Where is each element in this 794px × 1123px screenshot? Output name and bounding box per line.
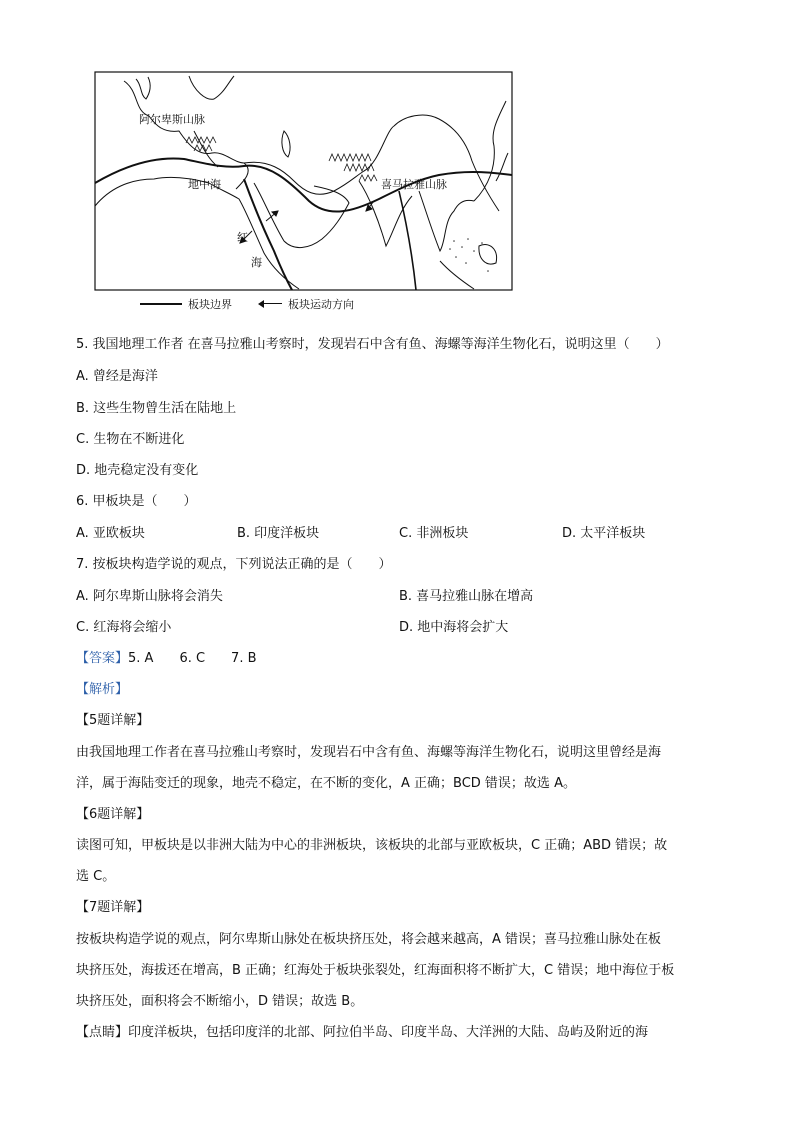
q5-option-b: B. 这些生物曾生活在陆地上 xyxy=(76,401,237,416)
tip-text: 印度洋板块，包括印度洋的北部、阿拉伯半岛、印度半岛、大洋洲的大陆、岛屿及附近的海 xyxy=(128,1025,649,1040)
legend-boundary xyxy=(140,296,232,312)
q5-option-d: D. 地壳稳定没有变化 xyxy=(76,463,199,478)
q5-option-a: A. 曾经是海洋 xyxy=(76,369,158,384)
detail-5-line-2: 洋，属于海陆变迁的现象，地壳不稳定，在不断的变化，A 正确；BCD 错误；故选 A。 xyxy=(76,776,576,791)
q6-option-c: C. 非洲板块 xyxy=(399,526,469,541)
label-alps: 阿尔卑斯山脉 xyxy=(139,114,205,126)
map-frame xyxy=(95,72,512,290)
legend-boundary-label: 板块边界 xyxy=(188,298,232,311)
label-himalaya: 喜马拉雅山脉 xyxy=(381,179,447,191)
q7-option-a: A. 阿尔卑斯山脉将会消失 xyxy=(76,589,223,604)
left-arrow-icon xyxy=(258,299,282,309)
detail-5-heading: 【5题详解】 xyxy=(76,713,150,728)
tip-line xyxy=(76,1021,648,1040)
detail-6-line-1: 读图可知，甲板块是以非洲大陆为中心的非洲板块，该板块的北部与亚欧板块，C 正确；ABD 错误；故 xyxy=(76,838,668,853)
answer-label: 【答案】 xyxy=(76,651,129,666)
answer-values: 5. A 6. C 7. B xyxy=(128,651,257,666)
detail-7-line-2: 块挤压处，海拔还在增高，B 正确；红海处于板块张裂处，红海面积将不断扩大，C 错误；地中海位于板 xyxy=(76,963,675,978)
legend-direction-label: 板块运动方向 xyxy=(288,298,354,311)
q7-option-c: C. 红海将会缩小 xyxy=(76,620,172,635)
legend-direction xyxy=(258,296,354,312)
q5-stem: 5. 我国地理工作者 在喜马拉雅山考察时，发现岩石中含有鱼、海螺等海洋生物化石，说明这里（ ） xyxy=(76,337,669,352)
plate-map-figure xyxy=(94,71,513,291)
q6-stem: 6. 甲板块是（ ） xyxy=(76,494,197,509)
plate-map xyxy=(94,71,513,291)
boundary-line-symbol xyxy=(140,303,182,305)
detail-6-heading: 【6题详解】 xyxy=(76,807,150,822)
detail-7-heading: 【7题详解】 xyxy=(76,900,150,915)
q6-option-d: D. 太平洋板块 xyxy=(562,526,646,541)
label-red: 红 xyxy=(237,232,248,244)
q7-option-d: D. 地中海将会扩大 xyxy=(399,620,509,635)
q5-option-c: C. 生物在不断进化 xyxy=(76,432,185,447)
q7-option-b: B. 喜马拉雅山脉在增高 xyxy=(399,589,534,604)
q7-stem: 7. 按板块构造学说的观点，下列说法正确的是（ ） xyxy=(76,557,392,572)
detail-7-line-3: 块挤压处，面积将会不断缩小，D 错误；故选 B。 xyxy=(76,994,364,1009)
analysis-label: 【解析】 xyxy=(76,682,129,697)
detail-7-line-1: 按板块构造学说的观点，阿尔卑斯山脉处在板块挤压处，将会越来越高，A 错误；喜马拉雅山脉处在板 xyxy=(76,932,662,947)
q6-option-b: B. 印度洋板块 xyxy=(237,526,320,541)
q6-option-a: A. 亚欧板块 xyxy=(76,526,145,541)
answer-line xyxy=(76,647,257,666)
detail-6-line-2: 选 C。 xyxy=(76,869,116,884)
detail-5-line-1: 由我国地理工作者在喜马拉雅山考察时，发现岩石中含有鱼、海螺等海洋生物化石，说明这里曾经是海 xyxy=(76,745,662,760)
label-sea: 海 xyxy=(251,257,262,269)
tip-label: 【点睛】 xyxy=(76,1025,129,1040)
map-legend xyxy=(140,296,380,312)
label-mediterranean: 地中海 xyxy=(188,179,221,191)
